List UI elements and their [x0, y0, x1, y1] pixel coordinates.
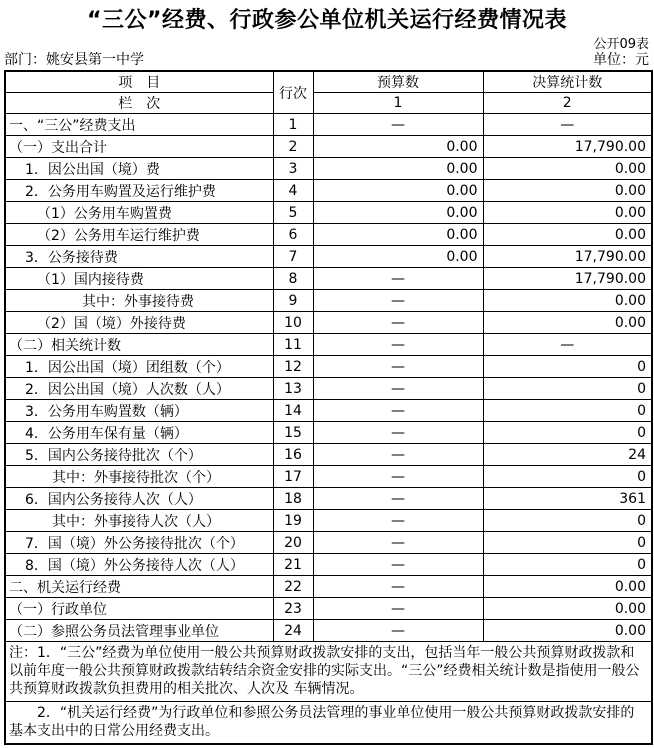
table-row — [5, 114, 652, 136]
row-item-label: 一、“三公”经费支出 — [5, 114, 273, 136]
row-item-label: 6．国内公务接待人次（人） — [5, 488, 273, 510]
row-item-label: 2．因公出国（境）人次数（人） — [5, 378, 273, 400]
row-item-label: 1．因公出国（境）费 — [5, 158, 273, 180]
row-line-number: 6 — [273, 224, 313, 246]
meta-row — [0, 52, 654, 70]
row-final-value: 0 — [483, 554, 652, 576]
table-row — [5, 334, 652, 356]
row-budget-value: — — [313, 488, 483, 510]
department-label: 部门：姚安县第一中学 — [4, 52, 144, 68]
row-line-number: 12 — [273, 356, 313, 378]
note-1-text: 注：1．“三公”经费为单位使用一般公共预算财政拨款安排的支出，包括当年一般公共预算财政拨款和以前年度一般公共预算财政拨款结转结余资金安排的实际支出。“三公”经费相关统计数是指使用一般公共预算财政拨款负担费用的相关批次、人次及 车辆情况。 — [9, 645, 640, 697]
row-item-label: 1．因公出国（境）团组数（个） — [5, 356, 273, 378]
note-cell-1 — [5, 642, 652, 702]
table-header — [5, 71, 652, 114]
table-row — [5, 598, 652, 620]
row-final-value: 0 — [483, 466, 652, 488]
expense-table — [4, 70, 653, 745]
row-item-label: （2）国（境）外接待费 — [5, 312, 273, 334]
row-item-label: 其中：外事接待费 — [5, 290, 273, 312]
col-header-final: 决算统计数 — [483, 71, 652, 93]
row-final-value: 0.00 — [483, 180, 652, 202]
col-number-budget: 1 — [313, 93, 483, 114]
row-budget-value: 0.00 — [313, 224, 483, 246]
row-budget-value: — — [313, 400, 483, 422]
row-budget-value: — — [313, 598, 483, 620]
table-row — [5, 378, 652, 400]
row-budget-value: — — [313, 114, 483, 136]
row-item-label: 3．公务用车购置数（辆） — [5, 400, 273, 422]
row-final-value: 0.00 — [483, 620, 652, 642]
row-budget-value: — — [313, 466, 483, 488]
row-line-number: 3 — [273, 158, 313, 180]
row-budget-value: — — [313, 290, 483, 312]
table-row — [5, 158, 652, 180]
row-budget-value: — — [313, 510, 483, 532]
header-row-2 — [5, 93, 652, 114]
row-final-value: 0.00 — [483, 312, 652, 334]
row-item-label: （一）行政单位 — [5, 598, 273, 620]
row-item-label: （二）相关统计数 — [5, 334, 273, 356]
table-row — [5, 356, 652, 378]
row-final-value: 0 — [483, 378, 652, 400]
page-title: “三公”经费、行政参公单位机关运行经费情况表 — [87, 8, 567, 33]
row-final-value: 0 — [483, 510, 652, 532]
row-line-number: 19 — [273, 510, 313, 532]
row-budget-value: 0.00 — [313, 202, 483, 224]
row-final-value: 0.00 — [483, 158, 652, 180]
header-row-1 — [5, 71, 652, 93]
row-line-number: 24 — [273, 620, 313, 642]
row-line-number: 14 — [273, 400, 313, 422]
row-budget-value: — — [313, 620, 483, 642]
col-header-line-no: 行次 — [273, 71, 313, 114]
table-row — [5, 576, 652, 598]
report-page — [0, 3, 654, 745]
row-line-number: 13 — [273, 378, 313, 400]
note-2-text: 2．“机关运行经费”为行政单位和参照公务员法管理的事业单位使用一般公共预算财政拨款安排的基本支出中的日常公用经费支出。 — [9, 705, 635, 739]
row-item-label: 其中：外事接待人次（人） — [5, 510, 273, 532]
row-line-number: 18 — [273, 488, 313, 510]
table-row — [5, 620, 652, 642]
row-line-number: 1 — [273, 114, 313, 136]
table-notes — [5, 642, 652, 745]
table-row — [5, 466, 652, 488]
row-final-value: 0.00 — [483, 598, 652, 620]
row-budget-value: — — [313, 378, 483, 400]
row-line-number: 2 — [273, 136, 313, 158]
row-budget-value: — — [313, 554, 483, 576]
table-row — [5, 224, 652, 246]
table-row — [5, 444, 652, 466]
row-line-number: 21 — [273, 554, 313, 576]
row-final-value: 17,790.00 — [483, 136, 652, 158]
table-row — [5, 180, 652, 202]
row-line-number: 11 — [273, 334, 313, 356]
row-line-number: 7 — [273, 246, 313, 268]
row-line-number: 16 — [273, 444, 313, 466]
row-item-label: （1）国内接待费 — [5, 268, 273, 290]
table-row — [5, 268, 652, 290]
table-row — [5, 136, 652, 158]
note-cell-2 — [5, 702, 652, 745]
table-row — [5, 400, 652, 422]
row-item-label: 3．公务接待费 — [5, 246, 273, 268]
table-row — [5, 312, 652, 334]
unit-label: 单位：元 — [593, 52, 649, 68]
row-budget-value: 0.00 — [313, 136, 483, 158]
row-line-number: 4 — [273, 180, 313, 202]
row-line-number: 10 — [273, 312, 313, 334]
table-row — [5, 246, 652, 268]
row-budget-value: — — [313, 422, 483, 444]
row-final-value: 0.00 — [483, 290, 652, 312]
row-item-label: 5．国内公务接待批次（个） — [5, 444, 273, 466]
row-final-value: — — [483, 114, 652, 136]
col-header-item-sub: 栏 次 — [5, 93, 273, 114]
row-line-number: 9 — [273, 290, 313, 312]
row-line-number: 22 — [273, 576, 313, 598]
table-row — [5, 488, 652, 510]
row-budget-value: — — [313, 356, 483, 378]
row-final-value: 0 — [483, 400, 652, 422]
row-budget-value: 0.00 — [313, 158, 483, 180]
row-item-label: 8．国（境）外公务接待人次（人） — [5, 554, 273, 576]
row-final-value: 0.00 — [483, 576, 652, 598]
row-final-value: 24 — [483, 444, 652, 466]
form-code-label: 公开09表 — [593, 37, 649, 52]
row-final-value: 0 — [483, 356, 652, 378]
note-row-1 — [5, 642, 652, 702]
row-final-value: 0.00 — [483, 224, 652, 246]
row-item-label: 7．国（境）外公务接待批次（个） — [5, 532, 273, 554]
row-budget-value: 0.00 — [313, 180, 483, 202]
row-line-number: 20 — [273, 532, 313, 554]
row-line-number: 8 — [273, 268, 313, 290]
note-row-2 — [5, 702, 652, 745]
row-final-value: 0 — [483, 532, 652, 554]
row-line-number: 5 — [273, 202, 313, 224]
row-budget-value: — — [313, 334, 483, 356]
row-final-value: 17,790.00 — [483, 268, 652, 290]
row-final-value: 361 — [483, 488, 652, 510]
table-row — [5, 290, 652, 312]
row-final-value: 0 — [483, 422, 652, 444]
row-budget-value: — — [313, 576, 483, 598]
row-item-label: 二、机关运行经费 — [5, 576, 273, 598]
row-line-number: 23 — [273, 598, 313, 620]
row-item-label: （1）公务用车购置费 — [5, 202, 273, 224]
col-number-final: 2 — [483, 93, 652, 114]
row-final-value: 0.00 — [483, 202, 652, 224]
row-budget-value: — — [313, 444, 483, 466]
row-item-label: （2）公务用车运行维护费 — [5, 224, 273, 246]
row-item-label: 2．公务用车购置及运行维护费 — [5, 180, 273, 202]
col-header-item: 项 目 — [5, 71, 273, 93]
table-row — [5, 202, 652, 224]
table-body — [5, 114, 652, 642]
row-budget-value: — — [313, 312, 483, 334]
row-item-label: 其中：外事接待批次（个） — [5, 466, 273, 488]
row-final-value: — — [483, 334, 652, 356]
row-budget-value: 0.00 — [313, 246, 483, 268]
table-row — [5, 554, 652, 576]
col-header-budget: 预算数 — [313, 71, 483, 93]
row-item-label: （一）支出合计 — [5, 136, 273, 158]
row-budget-value: — — [313, 268, 483, 290]
row-budget-value: — — [313, 532, 483, 554]
table-row — [5, 422, 652, 444]
row-item-label: 4．公务用车保有量（辆） — [5, 422, 273, 444]
table-row — [5, 510, 652, 532]
table-row — [5, 532, 652, 554]
row-final-value: 17,790.00 — [483, 246, 652, 268]
row-line-number: 17 — [273, 466, 313, 488]
row-line-number: 15 — [273, 422, 313, 444]
row-item-label: （二）参照公务员法管理事业单位 — [5, 620, 273, 642]
